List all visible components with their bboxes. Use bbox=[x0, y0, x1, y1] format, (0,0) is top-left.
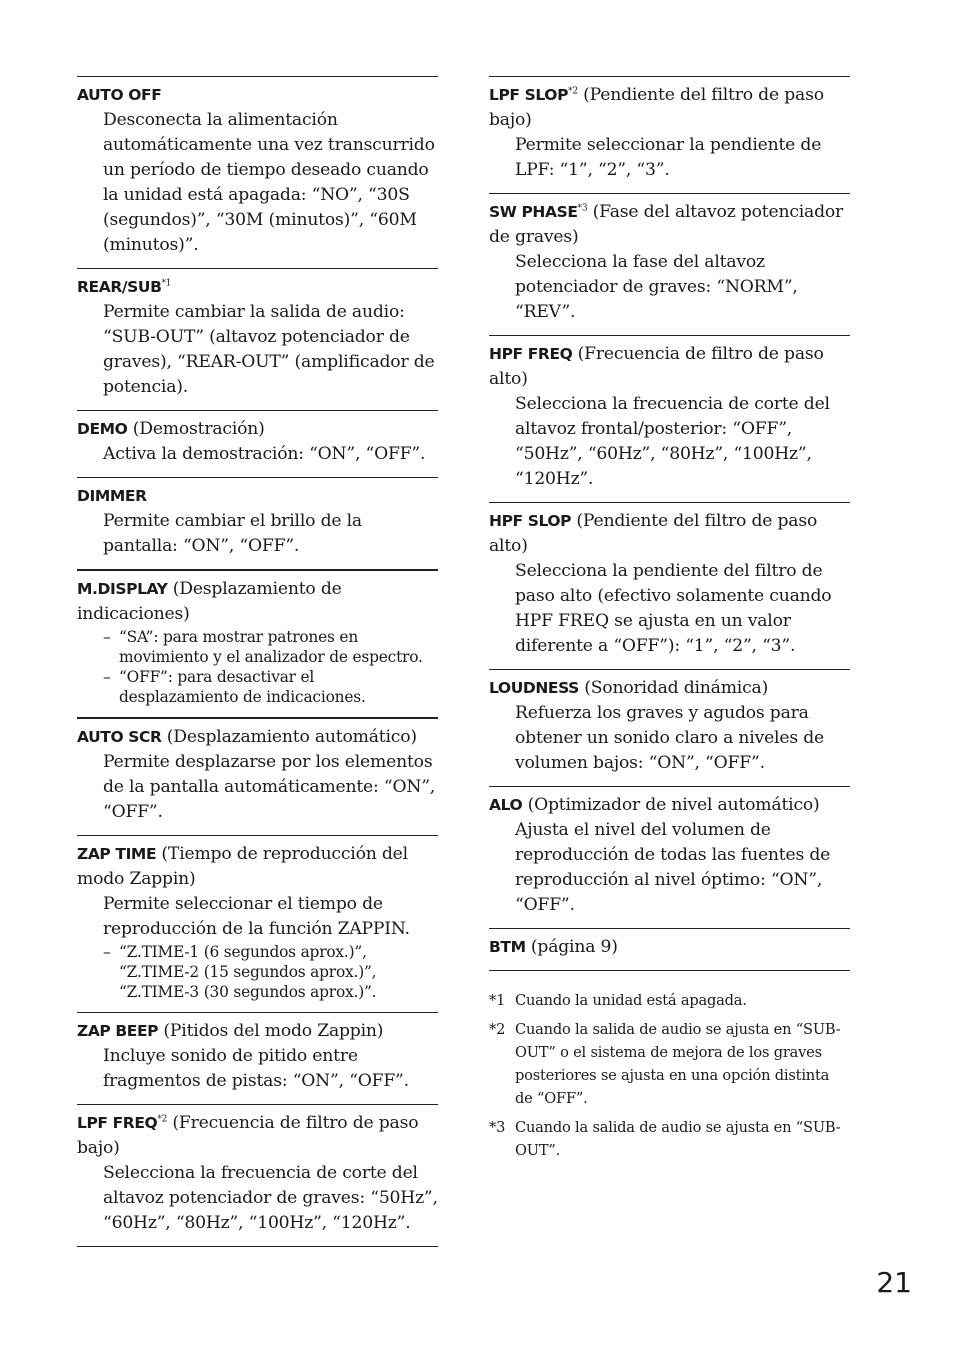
footnote-mark: *2 bbox=[489, 1021, 506, 1038]
menu-entry-rear-sub bbox=[77, 268, 438, 410]
menu-entry-m-display bbox=[77, 569, 438, 717]
entry-description: Incluye sonido de pitido entre fragmentos de pistas: “ON”, “OFF”. bbox=[103, 1046, 409, 1091]
entry-description: Ajusta el nivel del volumen de reproducción de todas las fuentes de reproducción al nivel óptimo: “ON”, “OFF”. bbox=[515, 820, 831, 915]
entry-heading bbox=[77, 275, 438, 300]
footnote bbox=[489, 1018, 850, 1110]
entry-key: LPF FREQ bbox=[77, 1114, 158, 1132]
entry-subtitle: (página 9) bbox=[530, 937, 618, 957]
entry-description: Refuerza los graves y agudos para obtener un sonido claro a niveles de volumen bajos: “ON”, “OFF”. bbox=[515, 703, 824, 773]
footnote-mark: *1 bbox=[489, 992, 506, 1009]
entry-subtitle: (Desplazamiento de indicaciones) bbox=[77, 579, 342, 624]
entry-heading bbox=[489, 200, 850, 250]
footnote-mark: *3 bbox=[489, 1119, 506, 1136]
menu-entry-loudness bbox=[489, 669, 850, 786]
entry-subtitle: (Desplazamiento automático) bbox=[166, 727, 417, 747]
entry-heading bbox=[489, 342, 850, 392]
entry-subtitle: (Optimizador de nivel automático) bbox=[527, 795, 820, 815]
entry-heading bbox=[489, 935, 850, 960]
entry-key: DIMMER bbox=[77, 487, 147, 505]
entry-heading bbox=[77, 417, 438, 442]
menu-entry-hpf-freq bbox=[489, 335, 850, 502]
option-list bbox=[77, 942, 438, 1002]
entry-key: BTM bbox=[489, 938, 526, 956]
right-column bbox=[489, 76, 850, 1168]
footnote bbox=[489, 1116, 850, 1162]
footnote-ref: *1 bbox=[161, 278, 172, 289]
footnote-ref: *2 bbox=[568, 86, 578, 97]
entry-description: Activa la demostración: “ON”, “OFF”. bbox=[103, 444, 426, 464]
entry-subtitle: (Frecuencia de filtro de paso alto) bbox=[489, 344, 824, 389]
menu-entry-btm bbox=[489, 928, 850, 970]
entry-heading bbox=[77, 1111, 438, 1161]
entry-heading bbox=[489, 793, 850, 818]
entry-heading bbox=[489, 83, 850, 133]
menu-entry-demo bbox=[77, 410, 438, 477]
menu-entry-sw-phase bbox=[489, 193, 850, 335]
menu-entry-zap-time bbox=[77, 835, 438, 1012]
entry-key: AUTO SCR bbox=[77, 728, 162, 746]
entry-subtitle: (Pendiente del filtro de paso bajo) bbox=[489, 85, 824, 130]
menu-entry-dimmer bbox=[77, 477, 438, 569]
entry-description: Permite desplazarse por los elementos de la pantalla automáticamente: “ON”, “OFF”. bbox=[103, 752, 436, 822]
entry-description: Selecciona la pendiente del filtro de paso alto (efectivo solamente cuando HPF FREQ se ajusta en un valor diferente a “OFF”): “1”, “2”, “3”. bbox=[515, 561, 832, 656]
entry-description: Permite seleccionar la pendiente de LPF: “1”, “2”, “3”. bbox=[515, 135, 822, 180]
footnote-text: Cuando la salida de audio se ajusta en “SUB-OUT”. bbox=[515, 1119, 841, 1159]
entry-key: SW PHASE bbox=[489, 203, 578, 221]
option-list bbox=[77, 627, 438, 707]
page-number: 21 bbox=[876, 1266, 912, 1299]
menu-entry-lpf-slop bbox=[489, 76, 850, 193]
footnote-text: Cuando la salida de audio se ajusta en “SUB-OUT” o el sistema de mejora de los graves posteriores se ajusta en una opción distinta de “OFF”. bbox=[515, 1021, 841, 1107]
entry-key: ZAP TIME bbox=[77, 845, 157, 863]
left-column bbox=[77, 76, 438, 1247]
entry-heading bbox=[77, 577, 438, 627]
entry-subtitle: (Fase del altavoz potenciador de graves) bbox=[489, 202, 844, 247]
column-end-rule bbox=[77, 1246, 438, 1247]
footnote-ref: *3 bbox=[577, 203, 588, 214]
entry-description: Selecciona la frecuencia de corte del altavoz potenciador de graves: “50Hz”, “60Hz”, “80Hz”, “100Hz”, “120Hz”. bbox=[103, 1163, 438, 1233]
entry-description: Permite cambiar la salida de audio: “SUB-OUT” (altavoz potenciador de graves), “REAR-OUT” (amplificador de potencia). bbox=[103, 302, 435, 397]
entry-key: M.DISPLAY bbox=[77, 580, 168, 598]
entry-subtitle: (Pendiente del filtro de paso alto) bbox=[489, 511, 818, 556]
entry-subtitle: (Sonoridad dinámica) bbox=[584, 678, 769, 698]
entry-key: HPF FREQ bbox=[489, 345, 573, 363]
entry-subtitle: (Pitidos del modo Zappin) bbox=[163, 1021, 384, 1041]
entry-subtitle: (Frecuencia de filtro de paso bajo) bbox=[77, 1113, 419, 1158]
option-item: – “SA”: para mostrar patrones en movimiento y el analizador de espectro. bbox=[119, 627, 438, 667]
footnote bbox=[489, 989, 850, 1012]
entry-key: ALO bbox=[489, 796, 523, 814]
entry-subtitle: (Tiempo de reproducción del modo Zappin) bbox=[77, 844, 408, 889]
entry-description: Selecciona la fase del altavoz potenciador de graves: “NORM”, “REV”. bbox=[515, 252, 798, 322]
entry-heading bbox=[77, 484, 438, 509]
menu-entry-zap-beep bbox=[77, 1012, 438, 1104]
menu-entry-auto-scr bbox=[77, 717, 438, 835]
entry-key: HPF SLOP bbox=[489, 512, 572, 530]
entry-key: AUTO OFF bbox=[77, 86, 162, 104]
menu-entry-auto-off bbox=[77, 76, 438, 268]
entry-heading bbox=[489, 509, 850, 559]
entry-key: DEMO bbox=[77, 420, 128, 438]
menu-entry-alo bbox=[489, 786, 850, 928]
entry-heading bbox=[489, 676, 850, 701]
entry-heading bbox=[77, 83, 438, 108]
menu-entry-hpf-slop bbox=[489, 502, 850, 669]
entry-key: ZAP BEEP bbox=[77, 1022, 159, 1040]
entry-heading bbox=[77, 1019, 438, 1044]
entry-subtitle: (Demostración) bbox=[132, 419, 265, 439]
footnotes bbox=[489, 971, 850, 1162]
entry-description: Permite seleccionar el tiempo de reproducción de la función ZAPPIN. bbox=[103, 894, 410, 939]
option-item: – “Z.TIME-1 (6 segundos aprox.)”, “Z.TIME-2 (15 segundos aprox.)”, “Z.TIME-3 (30 segundos aprox.)”. bbox=[119, 942, 438, 1002]
entry-key: LPF SLOP bbox=[489, 86, 569, 104]
footnote-ref: *2 bbox=[157, 1114, 168, 1125]
footnote-text: Cuando la unidad está apagada. bbox=[515, 992, 747, 1009]
entry-key: REAR/SUB bbox=[77, 278, 162, 296]
entry-description: Permite cambiar el brillo de la pantalla: “ON”, “OFF”. bbox=[103, 511, 362, 556]
entry-description: Desconecta la alimentación automáticamente una vez transcurrido un período de tiempo deseado cuando la unidad está apagada: “NO”, “30S (segundos)”, “30M (minutos)”, “60M (minutos)”. bbox=[103, 110, 435, 255]
entry-key: LOUDNESS bbox=[489, 679, 579, 697]
menu-entry-lpf-freq bbox=[77, 1104, 438, 1246]
entry-description: Selecciona la frecuencia de corte del altavoz frontal/posterior: “OFF”, “50Hz”, “60Hz”, “80Hz”, “100Hz”, “120Hz”. bbox=[515, 394, 830, 489]
option-item: – “OFF”: para desactivar el desplazamiento de indicaciones. bbox=[119, 667, 438, 707]
entry-heading bbox=[77, 725, 438, 750]
entry-heading bbox=[77, 842, 438, 892]
